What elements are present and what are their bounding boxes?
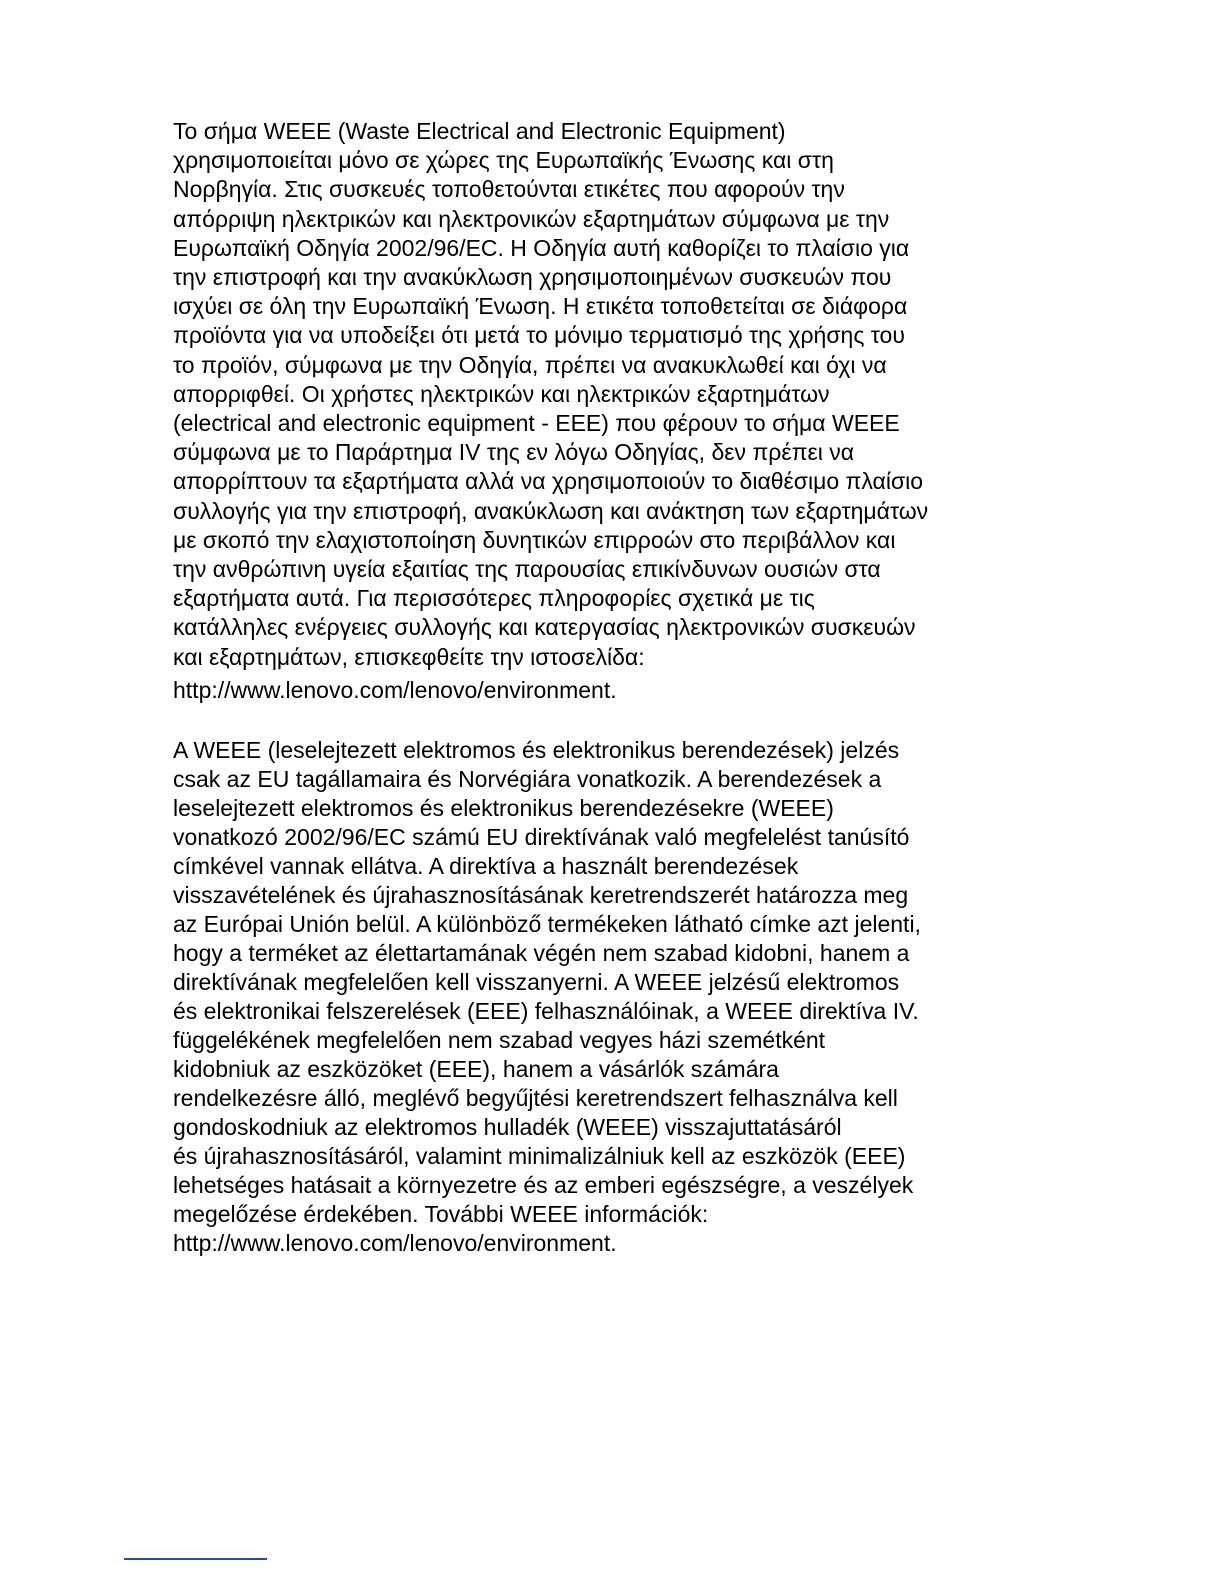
hungarian-line: kidobniuk az eszközöket (EEE), hanem a vásárlók számára <box>173 1056 779 1082</box>
greek-line: εξαρτήματα αυτά. Για περισσότερες πληροφορίες σχετικά με τις <box>173 585 815 612</box>
greek-line: απόρριψη ηλεκτρικών και ηλεκτρονικών εξαρτημάτων σύμφωνα με την <box>173 205 890 232</box>
greek-line: το προϊόν, σύμφωνα με την Οδηγία, πρέπει να ανακυκλωθεί και όχι να <box>173 351 887 378</box>
greek-line: απορρίπτουν τα εξαρτήματα αλλά να χρησιμοποιούν το διαθέσιμο πλαίσιο <box>173 468 924 495</box>
greek-line: κατάλληλες ενέργειες συλλογής και κατεργασίας ηλεκτρονικών συσκευών <box>173 614 916 641</box>
hungarian-line: rendelkezésre álló, meglévő begyűjtési keretrendszert felhasználva kell <box>173 1085 898 1111</box>
greek-line: Το σήμα WEEE (Waste Electrical and Electronic Equipment) <box>173 118 786 144</box>
hungarian-line: megelőzése érdekében. További WEEE információk: <box>173 1201 709 1227</box>
hungarian-line: csak az EU tagállamaira és Norvégiára vonatkozik. A berendezések a <box>173 766 882 792</box>
greek-weee-paragraph <box>173 117 1033 705</box>
greek-line: Ευρωπαϊκή Οδηγία 2002/96/EC. Η Οδηγία αυτή καθορίζει το πλαίσιο για <box>173 234 910 261</box>
hungarian-line: gondoskodniuk az elektromos hulladék (WEEE) visszajuttatásáról <box>173 1114 842 1140</box>
hungarian-line: és elektronikai felszerelések (EEE) felhasználóinak, a WEEE direktíva IV. <box>173 998 919 1024</box>
hungarian-line: leselejtezett elektromos és elektronikus berendezésekre (WEEE) <box>173 795 834 821</box>
greek-line: Νορβηγία. Στις συσκευές τοποθετούνται ετικέτες που αφορούν την <box>173 176 845 203</box>
hungarian-line: hogy a terméket az élettartamának végén nem szabad kidobni, hanem a <box>173 940 910 966</box>
greek-line: χρησιμοποιείται μόνο σε χώρες της Ευρωπαϊκής Ένωσης και στη <box>173 147 834 174</box>
hungarian-line: A WEEE (leselejtezett elektromos és elektronikus berendezések) jelzés <box>173 737 900 763</box>
greek-line: την ανθρώπινη υγεία εξαιτίας της παρουσίας επικίνδυνων ουσιών στα <box>173 556 881 583</box>
greek-environment-url: http://www.lenovo.com/lenovo/environment. <box>173 676 617 703</box>
hungarian-line: vonatkozó 2002/96/EC számú EU direktívának való megfelelést tanúsító <box>173 824 910 850</box>
greek-line: προϊόντα για να υποδείξει ότι μετά το μόνιμο τερματισμό της χρήσης του <box>173 322 905 349</box>
footer-divider <box>124 1558 267 1560</box>
greek-line: συλλογής για την επιστροφή, ανακύκλωση και ανάκτηση των εξαρτημάτων <box>173 497 929 524</box>
hungarian-environment-url: http://www.lenovo.com/lenovo/environment. <box>173 1230 617 1256</box>
hungarian-line: és újrahasznosításáról, valamint minimalizálniuk kell az eszközök (EEE) <box>173 1143 906 1169</box>
greek-line: με σκοπό την ελαχιστοποίηση δυνητικών επιρροών στο περιβάλλον και <box>173 526 896 553</box>
greek-line: απορριφθεί. Οι χρήστες ηλεκτρικών και ηλεκτρικών εξαρτημάτων <box>173 380 830 407</box>
greek-line: (electrical and electronic equipment - EEE) που φέρουν το σήμα WEEE <box>173 410 900 437</box>
hungarian-line: függelékének megfelelően nem szabad vegyes házi szemétként <box>173 1027 826 1053</box>
greek-line: σύμφωνα με το Παράρτημα IV της εν λόγω Οδηγίας, δεν πρέπει να <box>173 439 855 466</box>
greek-line: και εξαρτημάτων, επισκεφθείτε την ιστοσελίδα: <box>173 643 645 670</box>
hungarian-weee-paragraph <box>173 736 1033 1258</box>
hungarian-line: direktívának megfelelően kell visszanyerni. A WEEE jelzésű elektromos <box>173 969 900 995</box>
greek-line: ισχύει σε όλη την Ευρωπαϊκή Ένωση. Η ετικέτα τοποθετείται σε διάφορα <box>173 293 908 320</box>
hungarian-line: az Európai Unión belül. A különböző termékeken látható címke azt jelenti, <box>173 911 921 937</box>
hungarian-line: visszavételének és újrahasznosításának keretrendszerét határozza meg <box>173 882 909 908</box>
hungarian-line: lehetséges hatásait a környezetre és az emberi egészségre, a veszélyek <box>173 1172 914 1198</box>
greek-line: την επιστροφή και την ανακύκλωση χρησιμοποιημένων συσκευών που <box>173 264 892 291</box>
hungarian-line: címkével vannak ellátva. A direktíva a használt berendezések <box>173 853 799 879</box>
